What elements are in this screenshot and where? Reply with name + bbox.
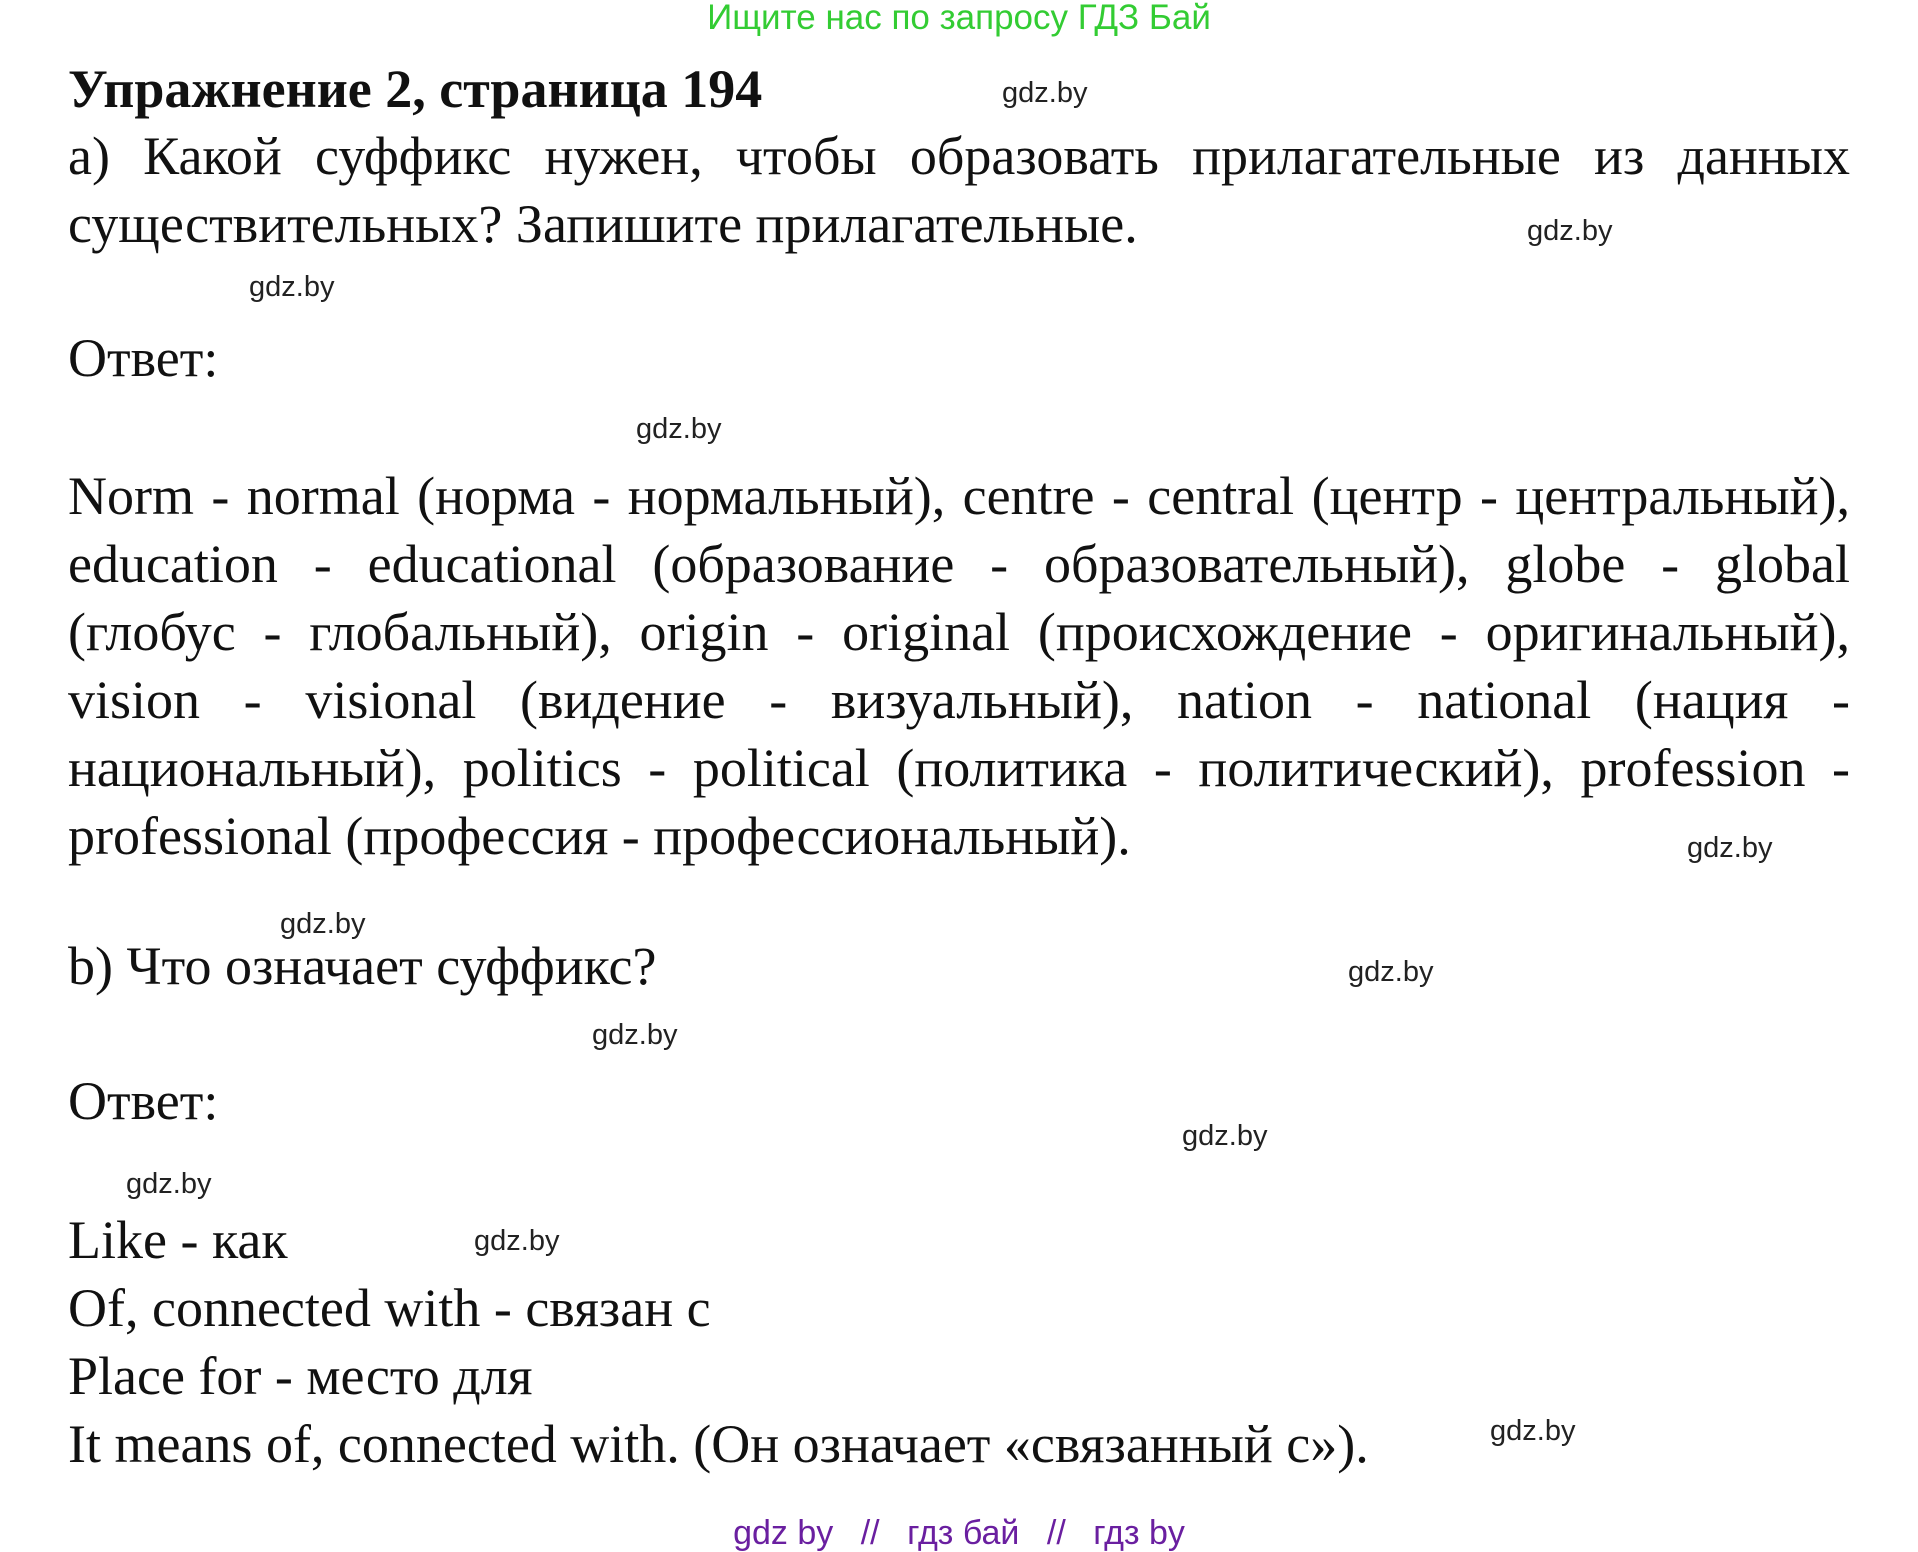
watermark: gdz.by <box>636 413 722 445</box>
watermark: gdz.by <box>1182 1120 1268 1152</box>
footer <box>0 1515 1918 1551</box>
answer-a-label: Ответ: <box>68 328 219 388</box>
watermark: gdz.by <box>280 908 366 940</box>
footer-link[interactable]: гдз by <box>1093 1514 1185 1552</box>
answer-b-line: Place for - место для <box>68 1346 533 1406</box>
exercise-heading: Упражнение 2, страница 194 <box>68 59 763 119</box>
watermark: gdz.by <box>1348 956 1434 988</box>
answer-b-line: Like - как <box>68 1210 288 1270</box>
answer-b-line: Of, connected with - связан с <box>68 1278 711 1338</box>
question-b: b) Что означает суффикс? <box>68 936 657 996</box>
answer-b-line: It means of, connected with. (Он означает «связанный с»). <box>68 1414 1369 1474</box>
watermark: gdz.by <box>1002 77 1088 109</box>
footer-link[interactable]: gdz by <box>733 1514 834 1552</box>
watermark: gdz.by <box>126 1168 212 1200</box>
top-banner: Ищите нас по запросу ГДЗ Бай <box>707 0 1211 37</box>
watermark: gdz.by <box>249 271 335 303</box>
watermark: gdz.by <box>1687 832 1773 864</box>
question-a: a) Какой суффикс нужен, чтобы образовать прилагательные из данных существительных? Запишите прилагательные. <box>68 126 1850 254</box>
answer-b-label: Ответ: <box>68 1071 219 1131</box>
watermark: gdz.by <box>1490 1415 1576 1447</box>
watermark: gdz.by <box>1527 215 1613 247</box>
answer-a-text: Norm - normal (норма - нормальный), centre - central (центр - центральный), education - educational (образование - образовательный), globe - global (глобус - глобальный), origin - original (происхождение - оригинальный), vision - visional (видение - визуальный), nation - national (нация - национальный), politics - political (политика - политический), profession - professional (профессия - профессиональный). <box>68 466 1850 866</box>
watermark: gdz.by <box>474 1225 560 1257</box>
footer-separator: // <box>1046 1514 1066 1552</box>
watermark: gdz.by <box>592 1019 678 1051</box>
footer-separator: // <box>860 1514 880 1552</box>
footer-link[interactable]: гдз бай <box>907 1514 1020 1552</box>
